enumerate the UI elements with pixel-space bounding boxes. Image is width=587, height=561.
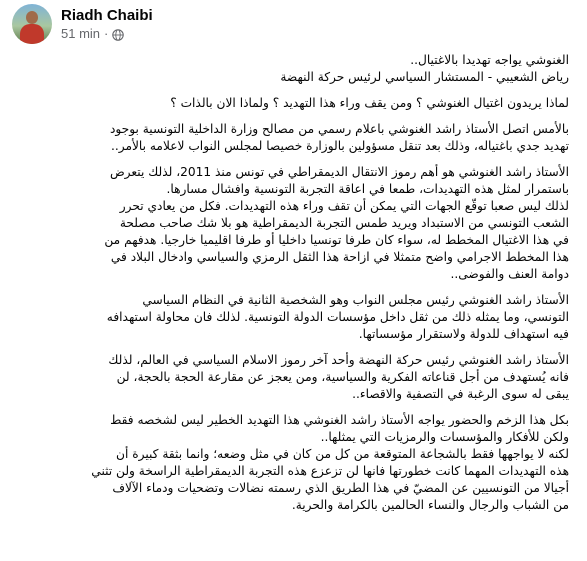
post-text-line: الأستاذ راشد الغنوشي هو أهم رموز الانتقال الديمقراطي في تونس منذ 2011، لذلك يتعرض [109,165,569,179]
post-text-line: الشعب التونسي من الاستبداد ويريد طمس التجربة الديمقراطية هو بلا شك صاحب مصلحة [119,216,569,230]
post-paragraph [9,352,569,403]
author-avatar[interactable] [12,4,52,44]
post-text-line: لكنه لا يواجهها فقط بالشجاعة المتوقعة من كل من كان في مثل وضعه؛ وانما بثقة كبيرة أن [116,447,569,461]
post-text-line: دوامة العنف والفوضى.. [450,267,569,281]
post-timestamp[interactable]: 51 min [61,26,101,41]
post-paragraph [9,164,569,283]
post-text-line: تهديد جدي باغتياله، وذلك بعد تنقل مسؤولين بالوزارة خصيصا لمجلس النواب لاعلامه بالأمر.. [110,139,569,153]
post-text-line: ولكن للأفكار والمؤسسات والرمزيات التي يمثلها.. [320,430,569,444]
post-text-line: في هذا الاغتيال المخطط له، سواء كان طرفا تونسيا داخليا أو طرفا اقليميا خارجيا. هدفهم من [104,233,569,247]
author-name[interactable]: Riadh Chaibi [61,7,153,24]
post-text-line: هذا المخطط الاجرامي واضح متمثلا في ازاحة هذا الثقل الرمزي والسياسي وادخال البلاد في [110,250,569,264]
post-text-line: باستمرار لمثل هذه التهديدات، طمعا في اعاقة التجربة التونسية وافشال مسارها. [166,182,569,196]
post-body-text [9,52,569,523]
post-text-line: التونسي، وما يمثله ذلك من ثقل داخل مؤسسات الدولة التونسية. لذلك فان محاولة استهدافه [106,310,569,324]
post-text-line: لذلك ليس صعبا توقّع الجهات التي يمكن أن تقف وراء هذه التهديدات. فكل من يعادي تحرر [119,199,569,213]
post-paragraph [9,52,569,86]
globe-icon [112,28,124,40]
post-text-line: يبقى له سوى الرغبة في التصفية والاقصاء.. [352,387,569,401]
post-paragraph [9,412,569,514]
post-text-line: أجيالا من التونسيين عن المضيّ في هذا الطريق الذي رسمته نضالات وتضحيات ودماء الآلاف [112,481,569,495]
post-text-line: فانه يُستهدف من أجل قناعاته الفكرية والسياسية، ومن يعجز عن مقارعة الحجة بالحجة، لن [116,370,569,384]
post-text-line: من الشباب والرجال والنساء الحالمين بالكرامة والحرية. [291,498,569,512]
post-paragraph [9,292,569,343]
post-text-line: لماذا يريدون اغتيال الغنوشي ؟ ومن يقف وراء هذا التهديد ؟ ولماذا الان بالذات ؟ [170,96,569,110]
post-text-line: رياض الشعيبي - المستشار السياسي لرئيس حركة النهضة [280,70,569,84]
post-paragraph [9,95,569,112]
post-subline [61,25,153,42]
post-text-line: بكل هذا الزخم والحضور يواجه الأستاذ راشد الغنوشي هذا التهديد الخطير ليس لشخصه فقط [110,413,569,427]
post-paragraph [9,121,569,155]
post-text-line: فيه استهداف للدولة ولاستقرار مؤسساتها. [358,327,569,341]
post-text-line: الغنوشي يواجه تهديدا بالاغتيال.. [410,53,569,67]
post-header [12,4,153,44]
post-meta [61,6,153,42]
post-text-line: هذه التهديدات المهما كانت خطورتها فانها لن تزعزع هذه التجربة الديمقراطية الراسخة ولن تثني [91,464,569,478]
post-text-line: بالأمس اتصل الأستاذ راشد الغنوشي باعلام رسمي من مصالح وزارة الداخلية التونسية بوجود [109,122,569,136]
meta-separator: · [104,26,109,41]
post-text-line: الأستاذ راشد الغنوشي رئيس حركة النهضة وأحد آخر رموز الاسلام السياسي في العالم، لذلك [108,353,569,367]
post-text-line: الأستاذ راشد الغنوشي رئيس مجلس النواب وهو الشخصية الثانية في النظام السياسي [142,293,569,307]
